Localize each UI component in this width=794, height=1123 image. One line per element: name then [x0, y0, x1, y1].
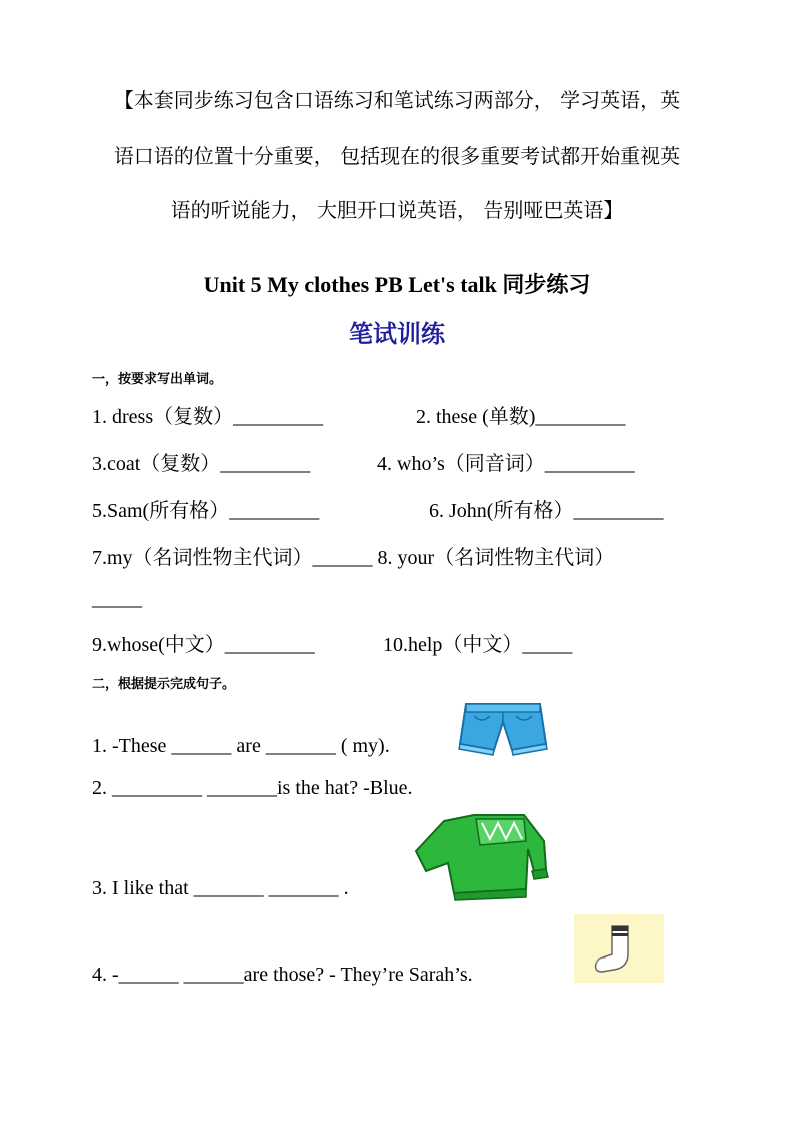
exercise-2-item-4: 4. -______ ______are those? - They’re Sarah’s. [92, 964, 473, 986]
exercise-1-item-4: 4. who’s（同音词）_________ [377, 453, 635, 475]
exercise-1-item-10: 10.help（中文）_____ [383, 634, 573, 656]
exercise-1-item-8-blank: _____ [92, 588, 142, 610]
exercise-1-item-5: 5.Sam(所有格）_________ [92, 500, 320, 522]
section-2-heading: 二，根据提示完成句子。 [92, 677, 236, 692]
exercise-1-item-7-8: 7.my（名词性物主代词）______ 8. your（名词性物主代词） [92, 547, 615, 569]
exercise-1-item-1: 1. dress（复数）_________ [92, 406, 324, 428]
intro-line-2: 语口语的位置十分重要， 包括现在的很多重要考试都开始重视英 [113, 144, 681, 168]
sock-icon [574, 914, 664, 983]
sweater-icon [414, 811, 550, 901]
section-1-heading: 一，按要求写出单词。 [92, 372, 223, 387]
exercise-2-item-3: 3. I like that _______ _______ . [92, 877, 349, 899]
exercise-1-item-2: 2. these (单数)_________ [416, 406, 626, 428]
exercise-1-item-9: 9.whose(中文）_________ [92, 634, 315, 656]
exercise-2-item-1: 1. -These ______ are _______ ( my). [92, 735, 390, 757]
exercise-1-item-6: 6. John(所有格）_________ [429, 500, 664, 522]
page-title: Unit 5 My clothes PB Let's talk 同步练习 [203, 272, 591, 297]
intro-line-1: 【本套同步练习包含口语练习和笔试练习两部分， 学习英语，英 [113, 88, 681, 112]
shorts-icon [458, 698, 548, 756]
exercise-1-item-3: 3.coat（复数）_________ [92, 453, 311, 475]
page-subtitle: 笔试训练 [349, 320, 445, 348]
exercise-2-item-2: 2. _________ _______is the hat? -Blue. [92, 777, 413, 799]
intro-line-3: 语的听说能力， 大胆开口说英语， 告别哑巴英语】 [170, 198, 624, 222]
